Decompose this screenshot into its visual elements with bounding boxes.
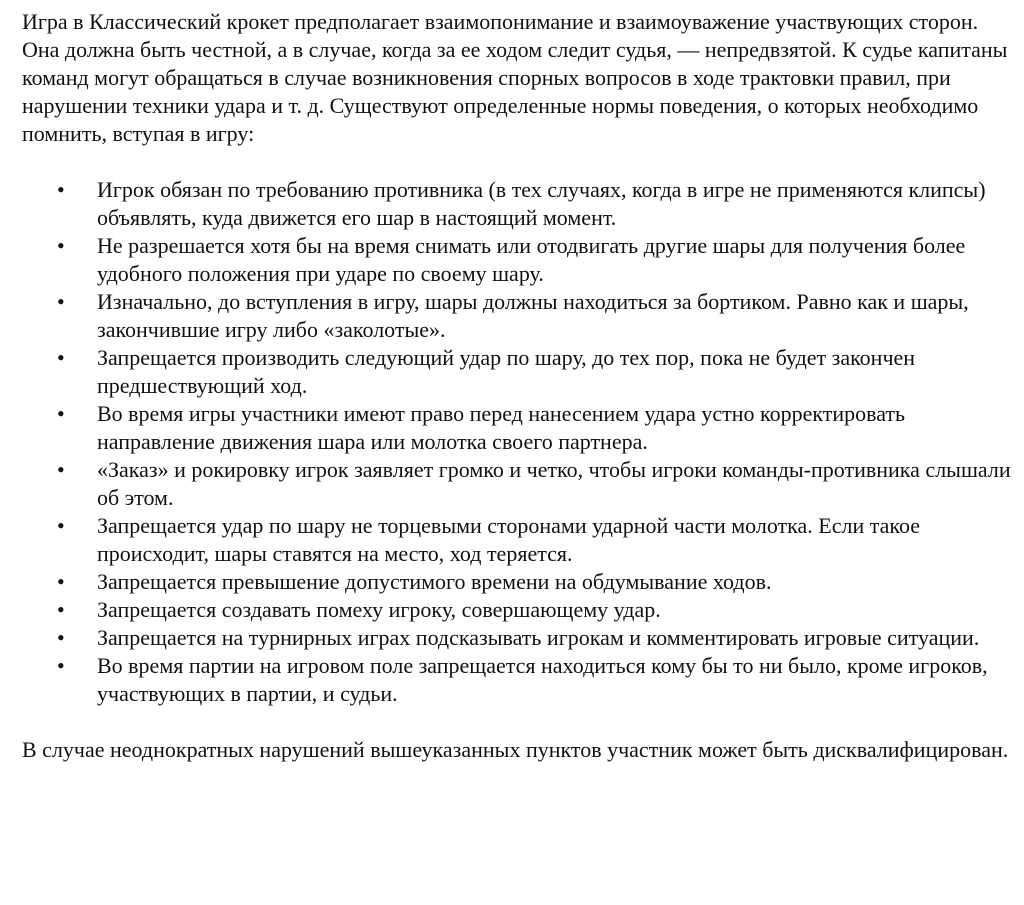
list-item-text: Во время игры участники имеют право перед нанесением удара устно корректировать направление движения шара или молотка своего партнера. <box>97 401 906 454</box>
list-item <box>22 456 1012 512</box>
list-item-text: Запрещается на турнирных играх подсказывать игрокам и комментировать игровые ситуации. <box>97 625 980 650</box>
list-item-text: «Заказ» и рокировку игрок заявляет громко и четко, чтобы игроки команды-противника слышали об этом. <box>97 457 1011 510</box>
bullet-icon: • <box>57 289 65 314</box>
list-item-text: Запрещается производить следующий удар по шару, до тех пор, пока не будет закончен предшествующий ход. <box>97 345 916 398</box>
outro-paragraph: В случае неоднократных нарушений вышеуказанных пунктов участник может быть дисквалифицирован. <box>22 737 1009 762</box>
bullet-icon: • <box>57 177 65 202</box>
list-item <box>22 400 1012 456</box>
bullet-icon: • <box>57 345 65 370</box>
list-item-text: Во время партии на игровом поле запрещается находиться кому бы то ни было, кроме игроков, участвующих в партии, и судьи. <box>97 653 988 706</box>
list-item <box>22 652 1012 708</box>
list-item <box>22 512 1012 568</box>
list-item <box>22 568 1012 596</box>
list-item <box>22 596 1012 624</box>
document-page <box>22 8 1012 764</box>
list-item-text: Изначально, до вступления в игру, шары должны находиться за бортиком. Равно как и шары, закончившие игру либо «заколотые». <box>97 289 969 342</box>
list-item-text: Игрок обязан по требованию противника (в тех случаях, когда в игре не применяются клипсы) объявлять, куда движется его шар в настоящий момент. <box>97 177 986 230</box>
bullet-icon: • <box>57 401 65 426</box>
intro-paragraph: Игра в Классический крокет предполагает взаимопонимание и взаимоуважение участвующих сторон. Она должна быть честной, а в случае, когда за ее ходом следит судья, — непредвзятой. К судье капитаны команд могут обращаться в случае возникновения спорных вопросов в ходе трактовки правил, при нарушении техники удара и т. д. Существуют определенные нормы поведения, о которых необходимо помнить, вступая в игру: <box>22 9 1008 146</box>
list-item <box>22 624 1012 652</box>
bullet-icon: • <box>57 233 65 258</box>
list-item <box>22 288 1012 344</box>
bullet-icon: • <box>57 625 65 650</box>
rules-list <box>22 176 1012 708</box>
bullet-icon: • <box>57 597 65 622</box>
bullet-icon: • <box>57 513 65 538</box>
list-item-text: Не разрешается хотя бы на время снимать или отодвигать другие шары для получения более удобного положения при ударе по своему шару. <box>97 233 966 286</box>
bullet-icon: • <box>57 569 65 594</box>
list-item <box>22 344 1012 400</box>
bullet-icon: • <box>57 653 65 678</box>
list-item <box>22 176 1012 232</box>
bullet-icon: • <box>57 457 65 482</box>
list-item <box>22 232 1012 288</box>
list-item-text: Запрещается превышение допустимого времени на обдумывание ходов. <box>97 569 772 594</box>
list-item-text: Запрещается создавать помеху игроку, совершающему удар. <box>97 597 661 622</box>
list-item-text: Запрещается удар по шару не торцевыми сторонами ударной части молотка. Если такое происходит, шары ставятся на место, ход теряется. <box>97 513 920 566</box>
